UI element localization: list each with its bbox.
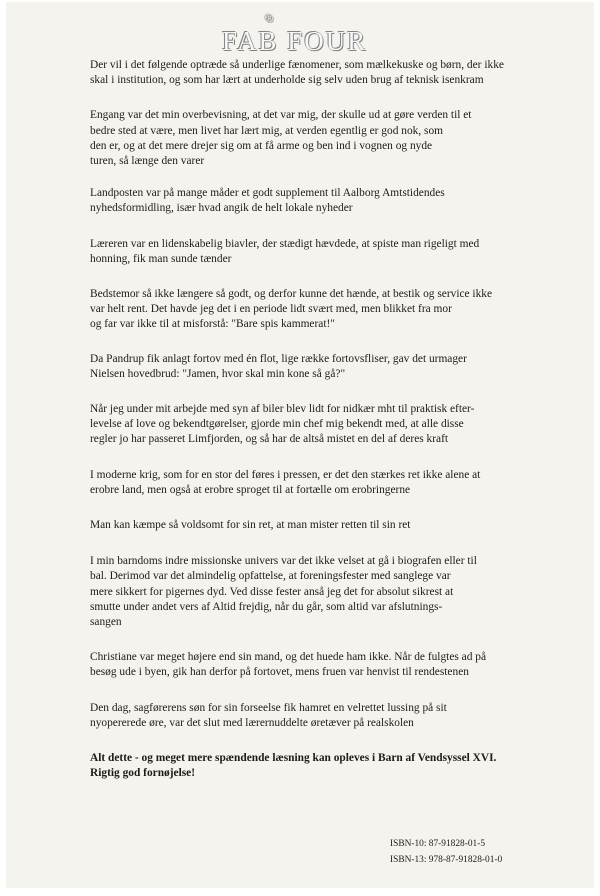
isbn-block	[390, 836, 502, 868]
quote-kaempe-for-sin-ret: Man kan kæmpe så voldsomt for sin ret, at man mister retten til sin ret	[90, 519, 411, 532]
quote-list	[90, 58, 520, 782]
watermark-text: FAB FOUR	[222, 26, 368, 56]
quote-sagfoererens-soen: Den dag, sagførerens søn for sin forseelse fik hamret en velrettet lussing på sit nyopererede øre, var det slut med lærernuddelte øretæver på realskolen	[90, 701, 447, 729]
back-cover-page	[6, 2, 594, 888]
isbn-10: ISBN-10: 87-91828-01-5	[390, 839, 486, 849]
quote-overbevisning: Engang var det min overbevisning, at det var mig, der skulle ud at gøre verden til et bedre sted at være, men livet har lært mig, at verden egentlig er god nok, som den er, og at det mere drejer sig om at få arme og ben ind i vognen og nyde turen, så længe den varer	[90, 109, 472, 168]
quote-biavler: Læreren var en lidenskabelig biavler, der stædigt hævdede, at spiste man rigeligt med honning, fik man sunde tænder	[90, 237, 480, 265]
isbn-13: ISBN-13: 978-87-91828-01-0	[390, 855, 503, 865]
registered-mark: ®	[265, 13, 274, 25]
fab-four-watermark	[222, 13, 368, 56]
quote-barndoms-univers: I min barndoms indre missionske univers var det ikke velset at gå i biografen eller til bal. Derimod var det almindelig opfattelse, at foreningsfester med sanglege var mere sikkert for pigernes dyd. Ved disse fester anså jeg det for absolut sikrest at smutte under andet vers af Altid frejdig, når du går, som altid var afslutnings- sangen	[90, 555, 477, 629]
quote-christiane: Christiane var meget højere end sin mand, og det huede ham ikke. Når de fulgtes ad på besøg ude i byen, gik han derfor på fortovet, mens fruen var henvist til rendestenen	[90, 651, 487, 679]
quote-landposten: Landposten var på mange måder et godt supplement til Aalborg Amtstidendes nyhedsformidling, især hvad angik de helt lokale nyheder	[90, 187, 445, 215]
quote-mælkekuske: Der vil i det følgende optræde så underlige fænomener, som mælkekuske og børn, der ikke skal i institution, og som har lært at underholde sig selv uden brug af teknisk isenkram	[90, 59, 504, 87]
quote-pandrup: Da Pandrup fik anlagt fortov med én flot, lige række fortovsfliser, gav det urmager Nielsen hovedbrud: "Jamen, hvor skal min kone så gå?"	[90, 352, 467, 380]
quote-moderne-krig: I moderne krig, som for en stor del føres i pressen, er det den stærkes ret ikke alene at erobre land, men også at erobre sproget til at fortælle om erobringerne	[90, 468, 481, 496]
quote-syn-af-biler: Når jeg under mit arbejde med syn af biler blev lidt for nidkær mht til praktisk efter- levelse af love og bekendtgørelser, gjorde min chef mig bekendt med, at alle disse regler jo har passeret Limfjorden, og så har de altså mistet en del af deres kraft	[90, 403, 475, 446]
quote-bedstemor: Bedstemor så ikke længere så godt, og derfor kunne det hænde, at bestik og service ikke var helt rent. Det havde jeg det i en periode lidt svært med, men blikket fra mor og far var ikke til at misforstå: "Bare spis kammerat!"	[90, 288, 493, 331]
closing-statement: Alt dette - og meget mere spændende læsning kan opleves i Barn af Vendsyssel XVI. Rigtig god fornøjelse!	[90, 752, 497, 780]
